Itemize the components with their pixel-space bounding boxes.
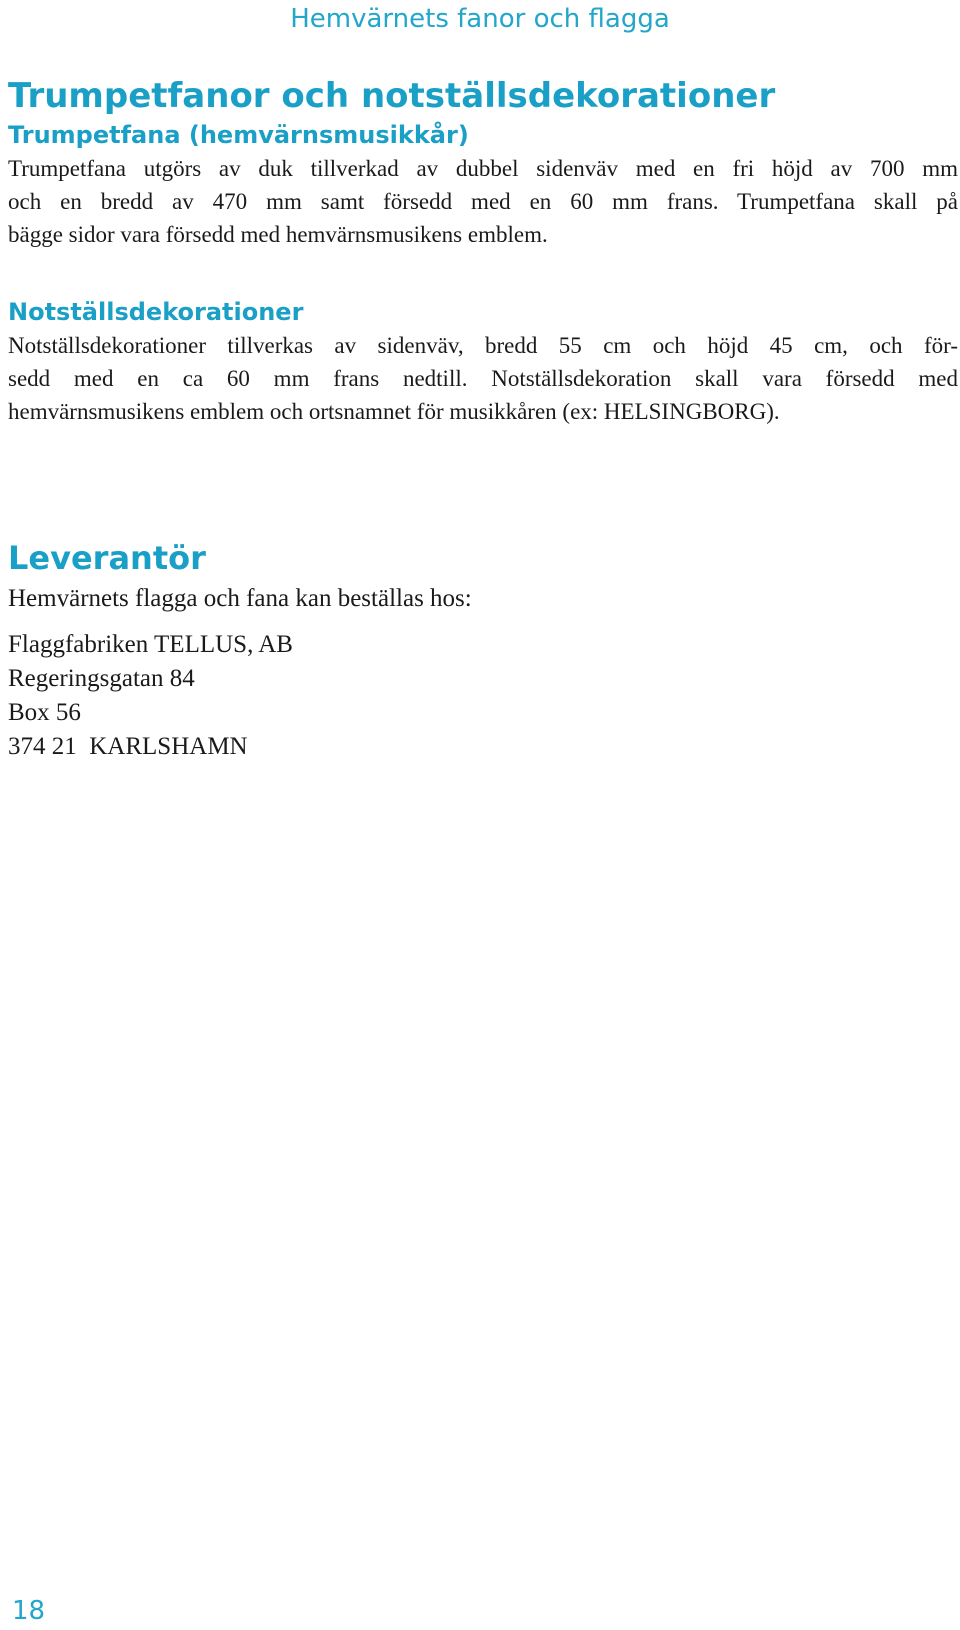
trumpetfana-paragraph [8,152,958,251]
address-company: Flaggfabriken TELLUS, AB [8,631,293,658]
address-street: Regeringsgatan 84 [8,665,195,692]
paragraph-line: bägge sidor vara försedd med hemvärnsmusikens emblem. [8,222,548,247]
address-box: Box 56 [8,699,81,726]
paragraph-line: Notställsdekorationer tillverkas av sidenväv, bredd 55 cm och höjd 45 cm, och för- [8,333,958,358]
page-number: 18 [12,1596,46,1626]
paragraph-line: hemvärnsmusikens emblem och ortsnamnet för musikkåren (ex: HELSINGBORG). [8,399,780,424]
paragraph-line: Trumpetfana utgörs av duk tillverkad av dubbel sidenväv med en fri höjd av 700 mm [8,156,958,181]
notstall-heading: Notställsdekorationer [8,298,304,326]
notstall-paragraph [8,329,958,428]
leverantor-heading: Leverantör [8,539,206,577]
page-content [8,72,958,764]
address-postal: 374 21 KARLSHAMN [8,733,248,760]
page-title: Trumpetfanor och notställsdekorationer [8,76,776,116]
supplier-address [8,628,958,764]
leverantor-intro: Hemvärnets flagga och fana kan beställas hos: [8,585,472,612]
paragraph-line: och en bredd av 470 mm samt försedd med en 60 mm frans. Trumpetfana skall på [8,189,958,214]
running-header: Hemvärnets fanor och flagga [290,4,670,34]
paragraph-line: sedd med en ca 60 mm frans nedtill. Notställsdekoration skall vara försedd med [8,366,958,391]
trumpetfana-heading: Trumpetfana (hemvärnsmusikkår) [8,121,469,149]
